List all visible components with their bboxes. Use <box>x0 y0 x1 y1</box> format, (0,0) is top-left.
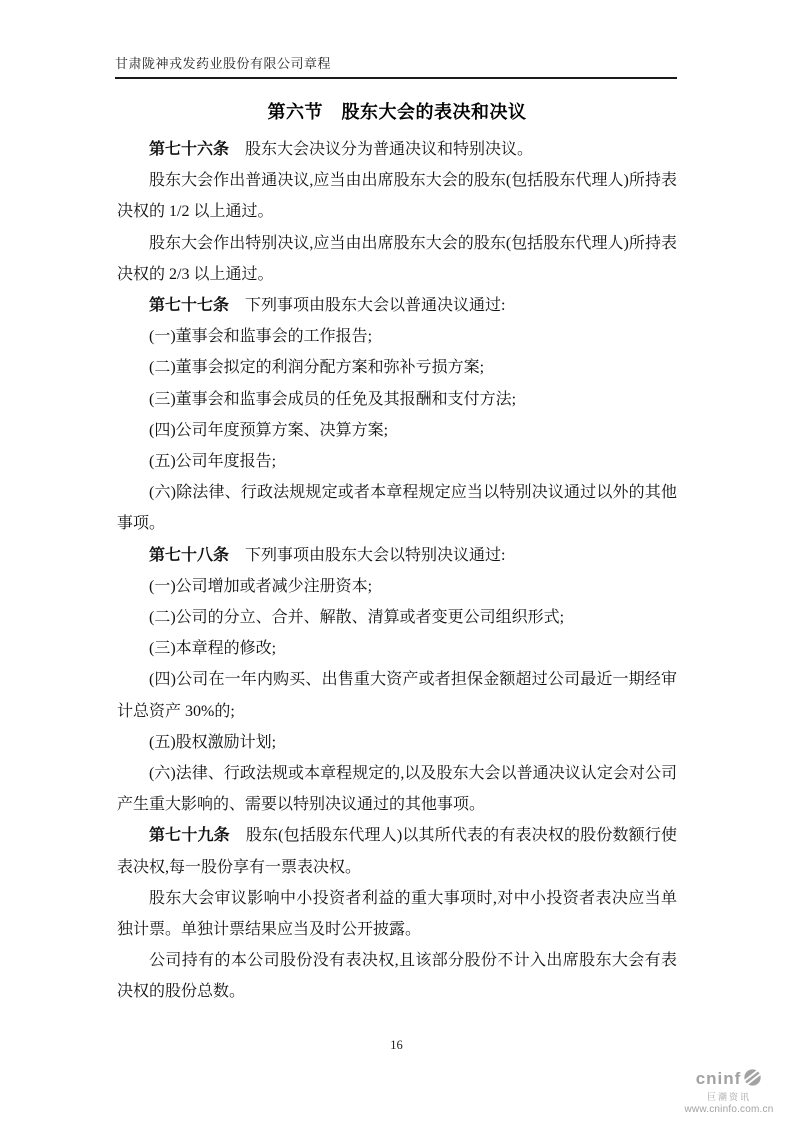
page-header <box>115 53 677 79</box>
article-number: 第七十六条 <box>149 141 230 158</box>
cninfo-logo <box>670 1068 788 1115</box>
body-paragraph: (六)除法律、行政法规规定或者本章程规定应当以特别决议通过以外的其他事项。 <box>117 484 677 533</box>
cninfo-brand-text: cninf <box>695 1069 742 1089</box>
article-paragraph: 第七十六条 股东大会决议分为普通决议和特别决议。 <box>149 141 534 158</box>
article-number: 第七十七条 <box>149 297 230 315</box>
header-title: 甘肃陇神戎发药业股份有限公司章程 <box>115 56 332 71</box>
article-paragraph: 第七十八条 下列事项由股东大会以特别决议通过: <box>149 546 506 564</box>
body-paragraph: 公司持有的本公司股份没有表决权,且该部分股份不计入出席股东大会有表决权的股份总数。 <box>117 952 677 1001</box>
body-paragraph: (二)公司的分立、合并、解散、清算或者变更公司组织形式; <box>149 609 565 627</box>
body-paragraph: (二)董事会拟定的利润分配方案和弥补亏损方案; <box>149 359 485 377</box>
article-number: 第七十九条 <box>149 827 230 845</box>
article-paragraph: 第七十七条 下列事项由股东大会以普通决议通过: <box>149 297 506 315</box>
body-paragraph: (六)法律、行政法规或本章程规定的,以及股东大会以普通决议认定会对公司产生重大影响的、需要以特别决议通过的其他事项。 <box>117 765 677 814</box>
body-paragraph: 股东大会审议影响中小投资者利益的重大事项时,对中小投资者表决应当单独计票。单独计票结果应当及时公开披露。 <box>117 889 677 939</box>
body-paragraph: (五)公司年度报告; <box>149 453 277 471</box>
document-content <box>117 100 677 1008</box>
body-paragraph: (三)本章程的修改; <box>149 640 277 658</box>
article-number: 第七十八条 <box>149 546 230 564</box>
body-paragraph: 股东大会作出普通决议,应当由出席股东大会的股东(包括股东代理人)所持表决权的 1/2 以上通过。 <box>117 172 677 221</box>
body-paragraph: 股东大会作出特别决议,应当由出席股东大会的股东(包括股东代理人)所持表决权的 2/3 以上通过。 <box>117 234 677 283</box>
body-paragraph: (三)董事会和监事会成员的任免及其报酬和支付方法; <box>149 390 517 408</box>
cninfo-logo-url: www.cninfo.com.cn <box>684 1104 774 1116</box>
cninfo-logo-name: 巨潮资讯 <box>706 1091 751 1102</box>
article-paragraph: 第七十九条 股东(包括股东代理人)以其所代表的有表决权的股份数额行使表决权,每一股份享有一票表决权。 <box>117 827 677 876</box>
cninfo-swirl-icon <box>743 1068 762 1092</box>
paragraph-list <box>117 134 677 1008</box>
section-title: 第六节 股东大会的表决和决议 <box>267 102 527 122</box>
body-paragraph: (一)董事会和监事会的工作报告; <box>149 328 373 346</box>
page-number: 16 <box>390 1038 403 1052</box>
body-paragraph: (五)股权激励计划; <box>149 733 277 751</box>
body-paragraph: (四)公司年度预算方案、决算方案; <box>149 421 389 439</box>
cninfo-logo-row <box>696 1068 763 1092</box>
body-paragraph: (一)公司增加或者减少注册资本; <box>149 577 373 595</box>
body-paragraph: (四)公司在一年内购买、出售重大资产或者担保金额超过公司最近一期经审计总资产 30%的; <box>117 671 677 720</box>
